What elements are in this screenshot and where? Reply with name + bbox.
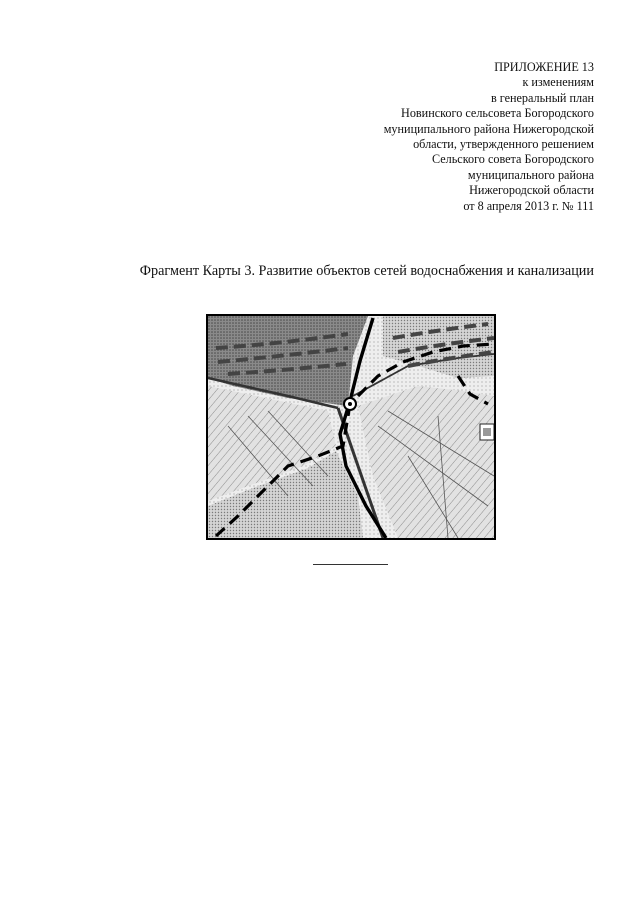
- appendix-line: муниципального района Нижегородской: [383, 121, 594, 136]
- appendix-line: Сельского совета Богородского: [431, 152, 594, 167]
- appendix-line: от 8 апреля 2013 г. № 111: [463, 198, 594, 213]
- appendix-line: ПРИЛОЖЕНИЕ 13: [494, 60, 594, 74]
- appendix-line: в генеральный план: [490, 90, 594, 105]
- appendix-line: к изменениям: [522, 75, 594, 90]
- appendix-line: области, утвержденного решением: [413, 137, 594, 152]
- appendix-line: Новинского сельсовета Богородского: [401, 106, 594, 121]
- map-fragment: [206, 314, 496, 540]
- appendix-line: Нижегородской области: [469, 183, 594, 198]
- appendix-line: муниципального района: [467, 167, 594, 182]
- water-facility-icon: [344, 398, 356, 410]
- page-title: Фрагмент Карты 3. Развитие объектов сетей водоснабжения и канализации: [139, 263, 594, 279]
- map-image: [208, 316, 494, 538]
- appendix-header: [294, 60, 594, 214]
- separator-line: [313, 564, 388, 565]
